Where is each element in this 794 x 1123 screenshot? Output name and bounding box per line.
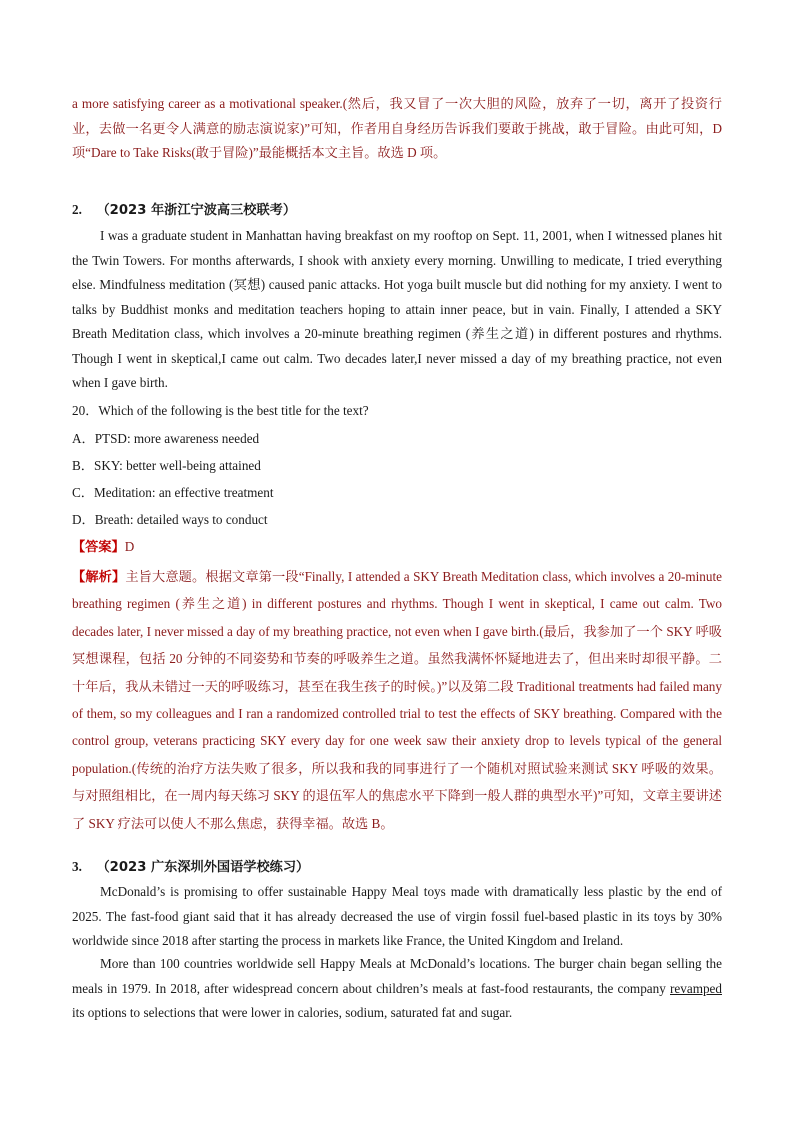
previous-explanation-tail: a more satisfying career as a motivational speaker.(然后，我又冒了一次大胆的风险，放弃了一切，离开了投资行业，去做一名更令人满意的励志演说家)”可知，作者用自身经历告诉我们要敢于挑战，敢于冒险。由此可知，D 项“Dare to Take Risks(敢于冒险)”最能概括本文主旨。故选 D 项。: [72, 96, 722, 160]
paragraph-text: its options to selections that were lower in calories, sodium, saturated fat and sugar.: [72, 1005, 513, 1020]
answer-value: D: [124, 539, 135, 554]
paragraph-text: More than 100 countries worldwide sell Happy Meals at McDonald’s locations. The burger chain began selling the meals in 1979. In 2018, after widespread concern about children’s meals at fast-food restaurants, the company: [72, 956, 722, 996]
option-a: A．PTSD: more awareness needed: [72, 431, 260, 446]
answer-tag: 【答案】: [72, 539, 125, 554]
question-source: （2023 广东深圳外国语学校练习）: [96, 860, 310, 875]
underlined-word: revamped: [670, 980, 722, 996]
option-c: C．Meditation: an effective treatment: [72, 485, 274, 500]
answer-line: [72, 536, 134, 555]
option-b: B．SKY: better well-being attained: [72, 458, 261, 473]
question-source: （2023 年浙江宁波高三校联考）: [96, 203, 297, 218]
analysis-text: 主旨大意题。根据文章第一段“Finally, I attended a SKY Breath Meditation class, which involves a 20-minute breathing regimen (养生之道) in different postures and rhythms. Though I went in skeptical, I came out calm. Two decades later, I never missed a day of my breathing practice, not even when I gave birth.(最后，我参加了一个 SKY 呼吸冥想课程，包括 20 分钟的不同姿势和节奏的呼吸养生之道。虽然我满怀怀疑地进去了，但出来时却很平静。二十年后，我从未错过一天的呼吸练习，甚至在我生孩子的时候。)”以及第二段 Traditional treatments had failed many of them, so my colleagues and I ran a randomized controlled trial to test the effects of SKY breathing. Compared with the control group, veterans practicing SKY every day for one week saw their anxiety drop to levels typical of the general population.(传统的治疗方法失败了很多，所以我和我的同事进行了一个随机对照试验来测试 SKY 呼吸的效果。与对照组相比，在一周内每天练习 SKY 的退伍军人的焦虑水平下降到一般人群的典型水平)”可知，文章主要讲述了 SKY 疗法可以使人不那么焦虑，获得幸福。故选 B。: [72, 569, 722, 831]
question-stem: 20．Which of the following is the best title for the text?: [72, 403, 369, 418]
question-2-header: [72, 199, 296, 218]
analysis-tag: 【解析】: [72, 569, 126, 584]
question-3-paragraph-2: [72, 952, 722, 1026]
option-d: D．Breath: detailed ways to conduct: [72, 512, 268, 527]
analysis-block: [72, 563, 722, 837]
question-number: 3.: [72, 859, 82, 874]
question-3-paragraph-1: McDonald’s is promising to offer sustainable Happy Meal toys made with dramatically less plastic by the end of 2025. The fast-food giant said that it has already decreased the use of virgin fossil fuel-based plastic in its toys by 30% worldwide since 2018 after starting the process in markets like France, the United Kingdom and Ireland.: [72, 884, 722, 948]
question-2-passage: I was a graduate student in Manhattan having breakfast on my rooftop on Sept. 11, 2001, when I witnessed planes hit the Twin Towers. For months afterwards, I shook with anxiety every morning. Unwilling to medicate, I tried everything else. Mindfulness meditation (冥想) caused panic attacks. Hot yoga built muscle but did nothing for my anxiety. I went to talks by Buddhist monks and meditation teachers hoping to attain inner peace, but in vain. Finally, I attended a SKY Breath Meditation class, which involves a 20-minute breathing regimen (养生之道) in different postures and rhythms. Though I went in skeptical,I came out calm. Two decades later,I never missed a day of my breathing practice, not even when I gave birth.: [72, 228, 722, 390]
question-3-header: [72, 856, 309, 875]
question-number: 2.: [72, 202, 82, 217]
